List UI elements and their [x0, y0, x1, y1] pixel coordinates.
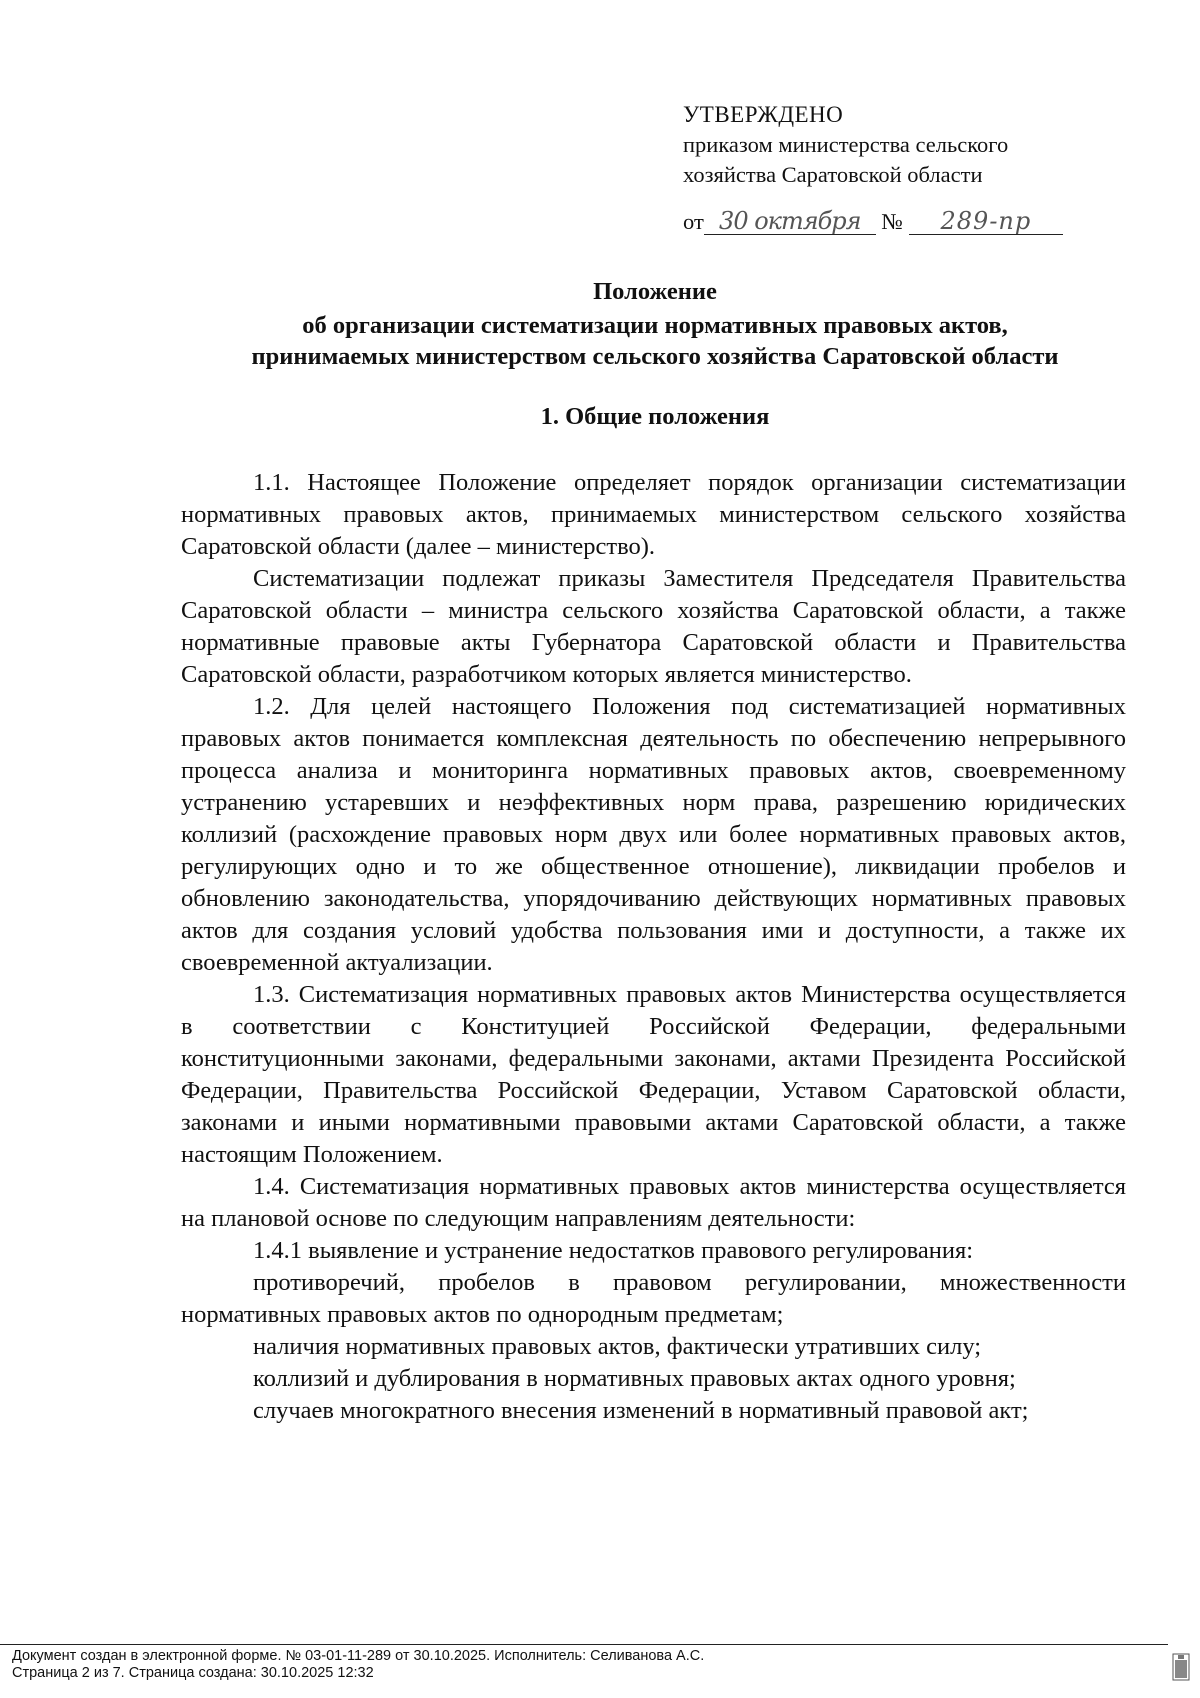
document-subtitle-line-2: принимаемых министерством сельского хозяйства Саратовской области: [251, 343, 1059, 370]
handwritten-number: 289-пр: [909, 208, 1063, 235]
footer-line-1: Документ создан в электронной форме. № 03-01-11-289 от 30.10.2025. Исполнитель: Селиванова А.С.: [12, 1648, 705, 1664]
paragraph-1-3: 1.3. Систематизация нормативных правовых актов Министерства осуществляется в соответствии с Конституцией Российской Федерации, федеральными конституционными законами, федеральными законами, актами Президента Российской Федерации, Правительства Российской Федерации, Уставом Саратовской области, законами и иными нормативными правовыми актами Саратовской области, а также настоящим Положением.: [181, 981, 1126, 1168]
paragraph-1-2: 1.2. Для целей настоящего Положения под систематизацией нормативных правовых актов понимается комплексная деятельность по обеспечению непрерывного процесса анализа и мониторинга нормативных правовых актов, своевременному устранению устаревших и неэффективных норм права, разрешению юридических коллизий (расхождение правовых норм двух или более нормативных правовых актов, регулирующих одно и то же общественное отношение), ликвидации пробелов и обновлению законодательства, упорядочиванию действующих нормативных правовых актов для создания условий удобства пользования ими и доступности, а также их своевременной актуализации.: [181, 693, 1126, 976]
approval-signature-line: [683, 208, 1063, 235]
approval-block: [683, 100, 1008, 190]
from-label: от: [683, 209, 704, 234]
handwritten-date: 30 октября: [704, 208, 876, 235]
approval-line-2: хозяйства Саратовской области: [683, 162, 983, 187]
document-title: Положение: [593, 278, 717, 305]
document-subtitle-line-1: об организации систематизации нормативных правовых актов,: [302, 312, 1008, 339]
paragraph-1-1: 1.1. Настоящее Положение определяет порядок организации систематизации нормативных правовых актов, принимаемых министерством сельского хозяйства Саратовской области (далее – министерство).: [181, 469, 1126, 560]
footer-line-2: Страница 2 из 7. Страница создана: 30.10.2025 12:32: [12, 1665, 374, 1681]
approval-line-1: приказом министерства сельского: [683, 132, 1009, 157]
list-item-expired-acts: наличия нормативных правовых актов, фактически утративших силу;: [253, 1333, 982, 1360]
list-item-multiple-changes: случаев многократного внесения изменений в нормативный правовой акт;: [253, 1397, 1029, 1424]
section-body: [181, 467, 1126, 1427]
number-label: №: [881, 209, 903, 234]
section-heading: 1. Общие положения: [540, 403, 770, 430]
paragraph-1-1-b: Систематизации подлежат приказы Заместителя Председателя Правительства Саратовской области – министра сельского хозяйства Саратовской области, а также нормативные правовые акты Губернатора Саратовской области и Правительства Саратовской области, разработчиком которых является министерство.: [181, 565, 1126, 688]
paragraph-1-4: 1.4. Систематизация нормативных правовых актов министерства осуществляется на плановой основе по следующим направлениям деятельности:: [181, 1173, 1126, 1232]
footer: [12, 1648, 704, 1682]
emblem-icon: [1172, 1652, 1190, 1682]
list-item-contradictions: противоречий, пробелов в правовом регулировании, множественности нормативных правовых актов по однородным предметам;: [181, 1269, 1126, 1328]
approval-heading: УТВЕРЖДЕНО: [683, 102, 844, 127]
paragraph-1-4-1: 1.4.1 выявление и устранение недостатков правового регулирования:: [253, 1237, 974, 1264]
list-item-collisions: коллизий и дублирования в нормативных правовых актах одного уровня;: [253, 1365, 1016, 1392]
footer-divider: [0, 1644, 1168, 1645]
